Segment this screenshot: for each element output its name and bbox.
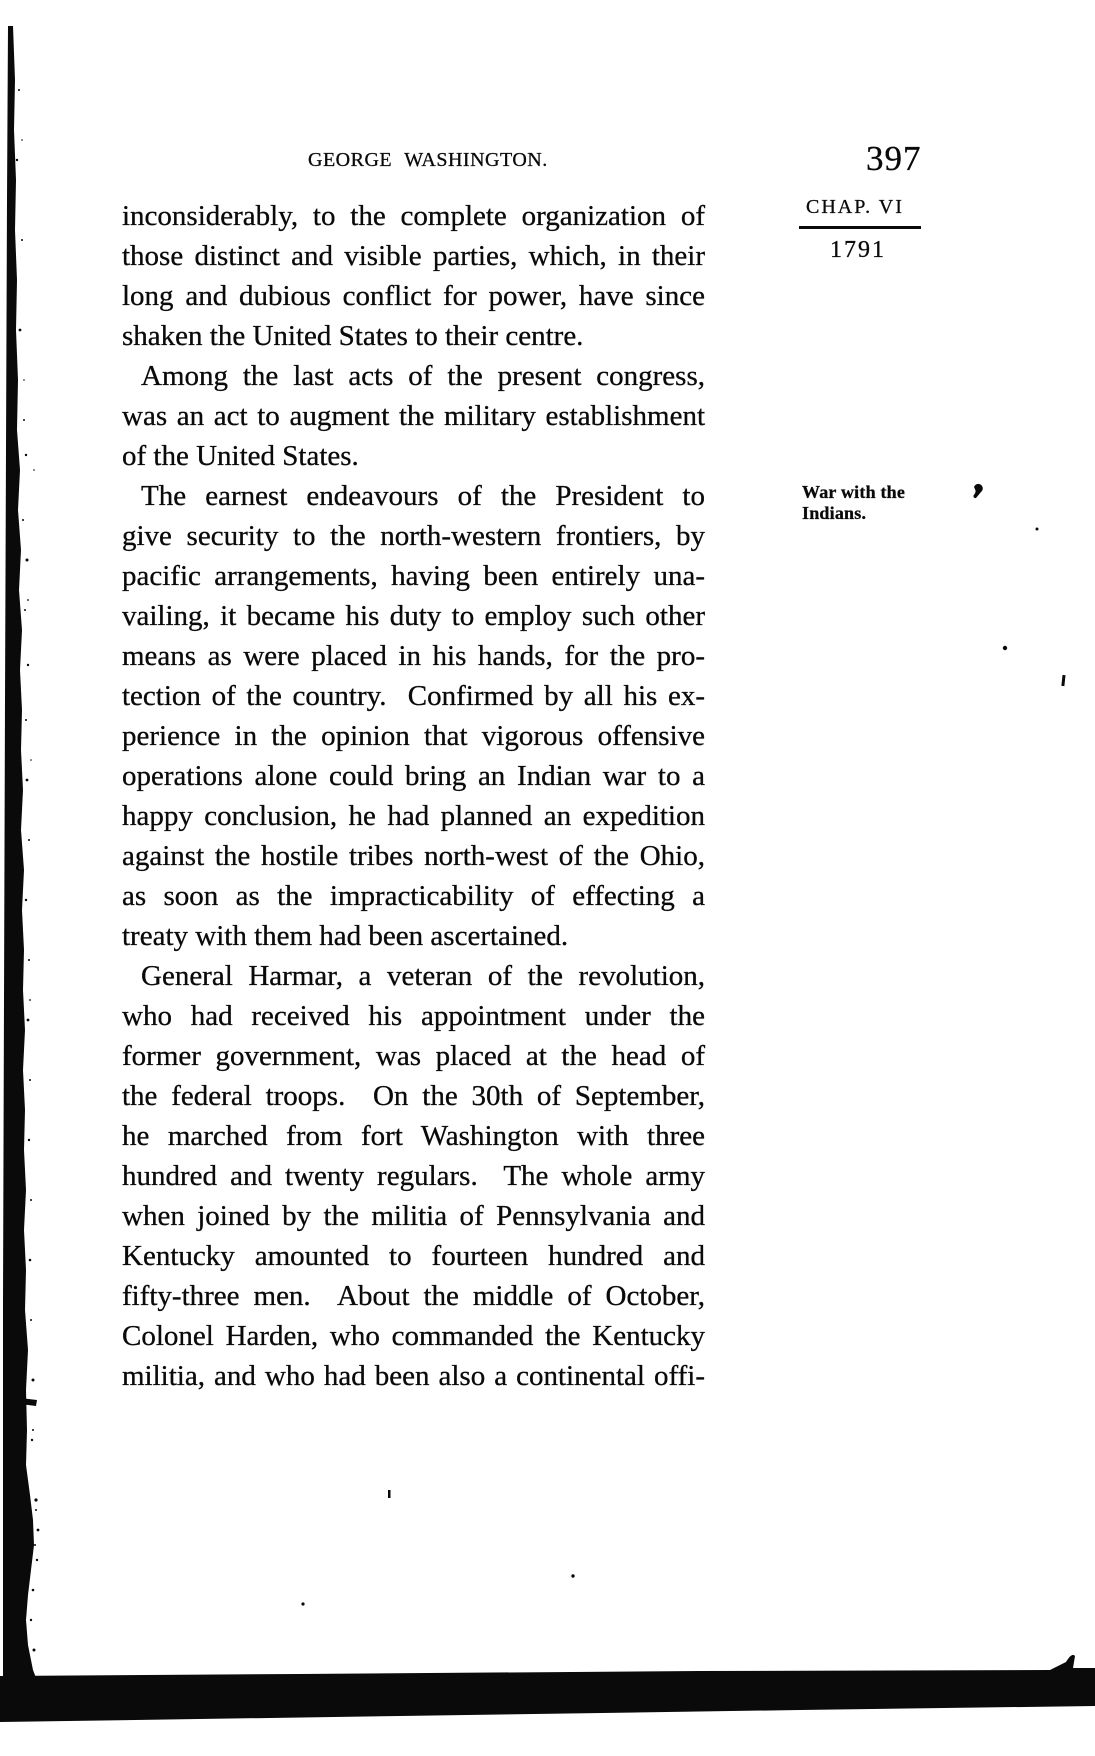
text-line-21: [122, 996, 705, 1036]
text-line-content: treaty with them had been ascertained.: [122, 920, 569, 952]
chapter-rule: [799, 226, 921, 229]
text-line-content: of the United States.: [122, 440, 359, 472]
text-line-24: [122, 1116, 705, 1156]
text-line-content: those distinct and visible parties, which, in their: [122, 240, 705, 272]
text-line-20: [122, 956, 705, 996]
text-line-28: [122, 1276, 705, 1316]
text-line-content: Colonel Harden, who commanded the Kentucky: [122, 1320, 705, 1352]
text-line-2: [122, 236, 705, 276]
text-line-content: against the hostile tribes north-west of the Ohio,: [122, 840, 705, 872]
text-line-27: [122, 1236, 705, 1276]
page-number: 397: [866, 139, 922, 178]
text-line-22: [122, 1036, 705, 1076]
text-line-1: [122, 196, 705, 236]
text-line-content: pacific arrangements, having been entirely una-: [122, 560, 705, 592]
text-line-content: happy conclusion, he had planned an expedition: [122, 800, 705, 832]
text-line-18: [122, 876, 705, 916]
scan-gutter-shadow: [3, 26, 42, 1712]
text-line-19: [122, 916, 705, 956]
text-line-content: he marched from fort Washington with three: [122, 1120, 705, 1152]
text-line-content: General Harmar, a veteran of the revolution,: [141, 960, 705, 992]
text-line-9: [122, 516, 705, 556]
text-line-content: fifty-three men. About the middle of October,: [122, 1280, 705, 1312]
text-line-14: [122, 716, 705, 756]
text-line-content: militia, and who had been also a continental offi-: [122, 1360, 705, 1392]
text-line-3: [122, 276, 705, 316]
text-line-15: [122, 756, 705, 796]
chapter-label: CHAP. VI: [806, 196, 904, 218]
text-line-25: [122, 1156, 705, 1196]
text-line-content: inconsiderably, to the complete organization of: [122, 200, 705, 232]
text-line-content: give security to the north-western frontiers, by: [122, 520, 705, 552]
text-line-content: was an act to augment the military establishment: [122, 400, 705, 432]
text-line-23: [122, 1076, 705, 1116]
text-line-4: [122, 316, 705, 356]
text-line-content: when joined by the militia of Pennsylvania and: [122, 1200, 705, 1232]
text-line-content: who had received his appointment under the: [122, 1000, 705, 1032]
scan-bottom-edge-shadow: [0, 1655, 1095, 1722]
text-line-content: tection of the country. Confirmed by all his ex-: [122, 680, 705, 712]
text-line-6: [122, 396, 705, 436]
text-line-content: Among the last acts of the present congress,: [141, 360, 705, 392]
running-header-title: GEORGE WASHINGTON.: [308, 149, 548, 171]
text-line-7: [122, 436, 705, 476]
text-line-10: [122, 556, 705, 596]
text-line-11: [122, 596, 705, 636]
text-line-5: [122, 356, 705, 396]
text-line-26: [122, 1196, 705, 1236]
text-line-8: [122, 476, 705, 516]
text-line-29: [122, 1316, 705, 1356]
text-line-content: means as were placed in his hands, for the pro-: [122, 640, 705, 672]
text-line-content: the federal troops. On the 30th of September,: [122, 1080, 705, 1112]
text-line-content: former government, was placed at the head of: [122, 1040, 705, 1072]
text-line-13: [122, 676, 705, 716]
text-line-17: [122, 836, 705, 876]
text-line-12: [122, 636, 705, 676]
side-note: [802, 482, 942, 524]
text-line-content: as soon as the impracticability of effecting a: [122, 880, 705, 912]
side-note-line: War with the: [802, 482, 906, 502]
text-line-content: Kentucky amounted to fourteen hundred and: [122, 1240, 705, 1272]
side-note-line: Indians.: [802, 503, 867, 523]
text-line-content: hundred and twenty regulars. The whole army: [122, 1160, 705, 1192]
text-line-content: shaken the United States to their centre.: [122, 320, 584, 352]
text-line-30: [122, 1356, 705, 1396]
text-line-16: [122, 796, 705, 836]
text-line-content: perience in the opinion that vigorous offensive: [122, 720, 705, 752]
text-line-content: long and dubious conflict for power, have since: [122, 280, 705, 312]
text-line-content: The earnest endeavours of the President to: [141, 480, 705, 512]
text-line-content: vailing, it became his duty to employ such other: [122, 600, 705, 632]
year-label: 1791: [830, 237, 886, 263]
text-line-content: operations alone could bring an Indian war to a: [122, 760, 705, 792]
body-text-block: [122, 196, 705, 1396]
